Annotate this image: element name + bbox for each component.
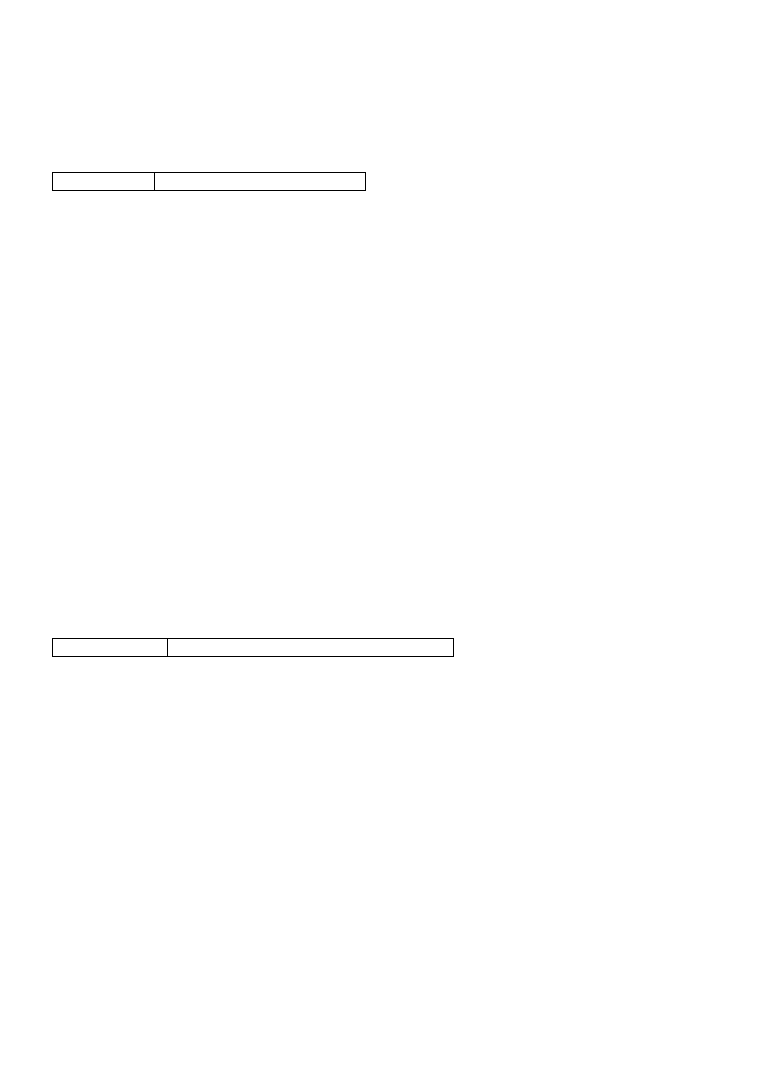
- table-header-row: [53, 639, 454, 657]
- header-kegiatan: [168, 639, 454, 657]
- header-kelas: [53, 173, 155, 191]
- jadwal-table: [52, 638, 454, 657]
- table-header-row: [53, 173, 366, 191]
- header-jam: [53, 639, 168, 657]
- header-guru: [155, 173, 366, 191]
- guru-table: [52, 172, 366, 191]
